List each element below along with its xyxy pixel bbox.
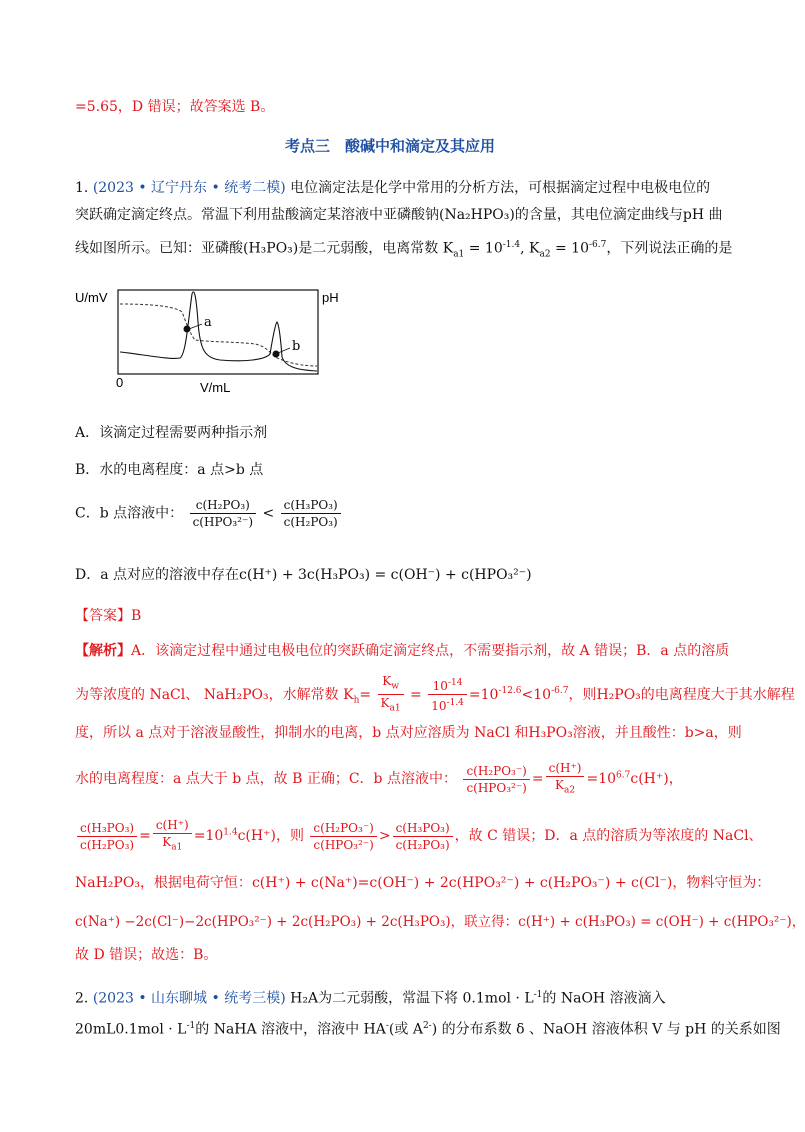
frac-den: c(H₂PO₃) xyxy=(80,837,135,852)
option-d-label: D．a 点对应的溶液中存在 xyxy=(75,567,240,583)
q1-stem-3k: ，下列说法正确的是 xyxy=(606,240,733,257)
q1-stem-text: 电位滴定法是化学中常用的分析方法，可根据滴定过程中电极电位的 xyxy=(290,180,711,196)
q2-stem-1b-sup: -1 xyxy=(533,990,543,1000)
q2-stem-2c-sup: 2- xyxy=(422,1021,432,1031)
q1-ka1-exp: -1.4 xyxy=(502,240,521,250)
point-b-marker xyxy=(273,351,280,358)
an-7b: ，联立得： xyxy=(450,914,519,930)
analysis-text-1: A．该滴定过程中通过电极电位的突跃确定滴定终点，不需要指示剂，故 A 错误；B．a 点的溶质 xyxy=(131,643,730,659)
frac-num xyxy=(378,673,404,695)
potential-curve xyxy=(120,292,317,371)
q2-stem-2a-sup: -1 xyxy=(186,1021,196,1031)
option-d-expression: c(H⁺) + 3c(H₃PO₃) = c(OH⁻) + c(HPO₃²⁻) xyxy=(239,567,532,583)
frac-den: c(HPO₃²⁻) xyxy=(313,837,374,852)
q1-stem-line-3 xyxy=(75,235,732,264)
frac-den: c(H₂PO₃) xyxy=(283,515,338,529)
analysis-line-8: 故 D 错误；故选：B。 xyxy=(75,947,218,963)
q1-stem-line-1 xyxy=(75,178,710,198)
previous-answer-tail: =5.65，D 错误；故答案选 B。 xyxy=(75,99,275,115)
section-title: 考点三 酸碱中和滴定及其应用 xyxy=(285,137,496,155)
frac-den: c(HPO₃²⁻) xyxy=(192,515,253,529)
an-2c: ，水解常数 K xyxy=(268,686,354,703)
option-c-operator: < xyxy=(262,505,275,522)
q1-stem-line-2 xyxy=(75,205,722,225)
q1-source: (2023 • 辽宁丹东 • 统考二模) xyxy=(92,180,286,196)
figure-xlabel: V/mL xyxy=(200,380,231,395)
q1-stem-3g: , K xyxy=(520,240,540,257)
q2-number: 2. xyxy=(75,990,89,1007)
v1: 10 xyxy=(432,679,448,694)
q2-stem-2a: 20mL0.1mol · L xyxy=(75,1021,187,1038)
an-2a: 为等浓度的 NaCl、 xyxy=(75,686,200,703)
q1-stem-3i: = 10 xyxy=(550,240,589,257)
frac-num: c(H₃PO₃) xyxy=(77,820,137,837)
analysis-line-5 xyxy=(75,817,763,855)
an-4-rest-sup: 6.7 xyxy=(616,770,631,781)
answer-line: 【答案】B xyxy=(75,608,142,624)
an-4-tail: c(H⁺)， xyxy=(630,771,683,788)
frac-den xyxy=(428,695,467,714)
an-5-op: > xyxy=(378,828,391,845)
q2-stem-line-2 xyxy=(75,1016,781,1040)
frac-num: c(H₂PO₃) xyxy=(190,497,256,514)
frac-den: c(H₂PO₃) xyxy=(395,837,450,852)
an-4-rest: =10 xyxy=(586,771,617,788)
v1-sup: -14 xyxy=(447,678,463,689)
an-5-end: ，故 C 错误；D．a 点的溶质为等浓度的 NaCl、 xyxy=(454,828,763,845)
an-2j: ，则 xyxy=(568,686,597,703)
an-3b: H₃PO₃ xyxy=(528,725,573,741)
figure-ylabel-right: pH xyxy=(322,290,339,305)
point-a-leader xyxy=(189,324,202,329)
frac-num: c(H⁺) xyxy=(153,817,192,834)
q1-stem-3a: 线如图所示。已知：亚磷酸 xyxy=(75,240,243,257)
an-6d: ，物料守恒为： xyxy=(672,875,771,891)
ka-sub: a1 xyxy=(389,703,401,714)
an-2g: =10 xyxy=(468,686,499,703)
q1-stem-acid-formula: (H₃PO₃) xyxy=(243,240,299,257)
frac-den: c(HPO₃²⁻) xyxy=(466,780,527,795)
ka: K xyxy=(380,696,390,711)
figure-origin: 0 xyxy=(116,375,124,390)
q2-stem-1b: 为二元弱酸，常温下将 0.1mol · L xyxy=(318,990,534,1007)
q2-acid: H₂A xyxy=(290,990,319,1007)
kw: K xyxy=(382,674,392,688)
option-a: A．该滴定过程需要两种指示剂 xyxy=(75,425,268,441)
kw-sub: w xyxy=(391,681,399,692)
an-2i-sup: -6.7 xyxy=(551,686,569,697)
an-5-rest-sup: 1.4 xyxy=(223,827,238,838)
titration-curve-figure xyxy=(70,282,360,395)
kh-value-fraction xyxy=(428,675,467,714)
option-c-fraction-1 xyxy=(190,497,256,530)
frac-den xyxy=(546,777,585,798)
option-c-label: C．b 点溶液中： xyxy=(75,505,184,522)
q1-ka2-exp: -6.7 xyxy=(589,240,607,250)
point-a-label: a xyxy=(204,315,212,330)
analysis-line-3 xyxy=(75,723,742,743)
an-2d: = xyxy=(359,686,372,703)
analysis-tag: 【解析】 xyxy=(75,643,131,659)
q1-ka1-sub: a1 xyxy=(453,249,465,260)
q2-stem-2c: (或 A xyxy=(388,1021,423,1038)
frac-num: c(H₃PO₃) xyxy=(281,497,341,514)
figure-ylabel-left: U/mV xyxy=(75,290,108,305)
an-5-rest: =10 xyxy=(193,828,224,845)
q1-ka2-sub: a2 xyxy=(539,249,551,260)
an-2i: 10 xyxy=(533,686,552,703)
an-2g-sup: -12.6 xyxy=(498,686,522,697)
q2-stem-line-1 xyxy=(75,985,666,1009)
frac-den xyxy=(378,695,404,716)
ph-curve xyxy=(120,304,317,366)
frac-num: c(H₃PO₃) xyxy=(393,820,453,837)
an-5-eq: = xyxy=(139,828,151,845)
q1-stem-2a: 突跃确定滴定终点。常温下利用盐酸滴定某溶液中亚磷酸钠 xyxy=(75,207,439,223)
analysis-line-2: 为等浓度的 NaCl、 NaH₂PO₃，水解常数 $K_h=$ $\frac{K_w}{K_{a1}}$ = $\frac{10^{-14}}{10^{-1.4}}$ $=10^{-12.6}<10^{-6.7}$，则H₂PO₃的电离程度大于其水解程 xyxy=(75,673,795,717)
q1-stem-3c: 是二元弱酸，电离常数 K xyxy=(298,240,454,257)
q1-stem-2c: 的含量，其电位滴定曲线与pH 曲 xyxy=(514,207,723,223)
option-c-fraction-2 xyxy=(281,497,341,530)
frac-num: c(H⁺) xyxy=(546,760,585,777)
point-b-label: b xyxy=(292,339,301,354)
an-2l: 的电离程度大于其水解程 xyxy=(640,686,795,703)
option-d xyxy=(75,565,532,585)
an-5-fraction-2 xyxy=(153,817,192,855)
ka: K xyxy=(162,835,172,849)
an-4-eq: = xyxy=(531,771,544,788)
analysis-line-4 xyxy=(75,760,683,798)
v2: 10 xyxy=(431,699,447,714)
an-6a: NaH₂PO₃ xyxy=(75,875,140,891)
frac-num xyxy=(428,675,467,695)
option-c xyxy=(75,497,343,530)
ka: K xyxy=(555,778,564,792)
analysis-line-6 xyxy=(75,873,770,893)
an-4a: 水的电离程度：a 点大于 b 点，故 B 正确；C．b 点溶液中： xyxy=(75,771,457,788)
an-2b: NaH₂PO₃ xyxy=(203,686,269,703)
q1-stem-formula: (Na₂HPO₃) xyxy=(439,207,515,223)
an-2c-sub: h xyxy=(353,695,360,706)
kh-fraction xyxy=(378,673,404,717)
frac-num: c(H₂PO₃⁻) xyxy=(463,763,529,780)
point-b-leader xyxy=(278,348,290,353)
an-5-tail: c(H⁺)，则 xyxy=(237,828,304,845)
an-6c: c(H⁺) + c(Na⁺)=c(OH⁻) + 2c(HPO₃²⁻) + c(H₂PO₃⁻) + c(Cl⁻) xyxy=(251,875,673,891)
q1-stem-3e: = 10 xyxy=(464,240,503,257)
q2-stem-2b: 的 NaHA 溶液中，溶液中 HA xyxy=(195,1021,386,1038)
an-3c: 溶液，并且酸性：b>a，则 xyxy=(572,725,742,741)
v2-sup: -1.4 xyxy=(446,698,464,709)
analysis-line-7 xyxy=(75,912,805,932)
an-7c: c(H⁺) + c(H₃PO₃) = c(OH⁻) + c(HPO₃²⁻) xyxy=(518,914,792,930)
q2-stem-2b-sup: - xyxy=(385,1021,389,1031)
an-4-fraction-2 xyxy=(546,760,585,798)
q2-stem-1c: 的 NaOH 溶液滴入 xyxy=(542,990,666,1007)
an-6b: ，根据电荷守恒： xyxy=(139,875,252,891)
an-7a: c(Na⁺) −2c(Cl⁻)−2c(HPO₃²⁻) + 2c(H₂PO₃) + 2c(H₃PO₃) xyxy=(75,914,451,930)
an-7d: ， xyxy=(791,914,805,930)
an-2h: < xyxy=(521,686,534,703)
an-4-fraction-1 xyxy=(463,763,529,796)
q2-stem-2d: ) 的分布系数 δ 、NaOH 溶液体积 V 与 pH 的关系如图 xyxy=(431,1021,781,1038)
an-5-fraction-3 xyxy=(310,820,376,853)
q2-source: (2023 • 山东聊城 • 统考三模) xyxy=(92,990,286,1007)
q1-number: 1. xyxy=(75,180,89,196)
frac-den xyxy=(153,834,192,855)
frac-num: c(H₂PO₃⁻) xyxy=(310,820,376,837)
an-5-fraction-4 xyxy=(393,820,453,853)
an-3a: 度，所以 a 点对于溶液显酸性，抑制水的电离，b 点对应溶质为 NaCl 和 xyxy=(75,725,529,741)
an-5-fraction-1 xyxy=(77,820,137,853)
ka-sub: a2 xyxy=(563,785,576,796)
an-2k: H₂PO₃ xyxy=(596,686,641,703)
ka-sub: a1 xyxy=(171,842,183,853)
option-b: B．水的电离程度：a 点>b 点 xyxy=(75,462,264,478)
analysis-line-1 xyxy=(75,641,729,661)
